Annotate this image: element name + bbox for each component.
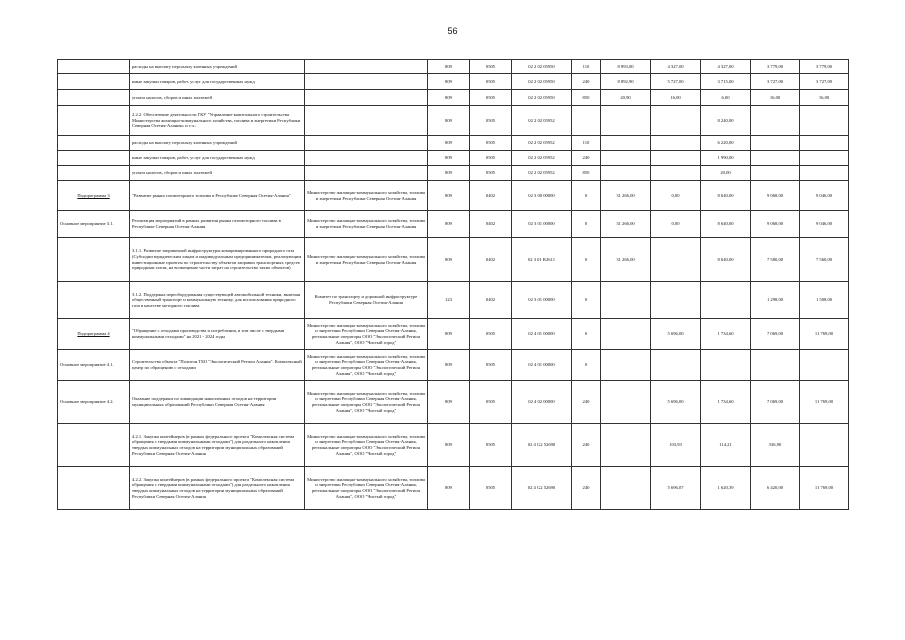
cell-v3: 6 220,00 bbox=[701, 136, 751, 151]
cell-title bbox=[58, 467, 130, 510]
cell-grbs: 809 bbox=[428, 467, 470, 510]
cell-v4 bbox=[751, 350, 800, 381]
cell-title bbox=[58, 151, 130, 166]
cell-grbs: 809 bbox=[428, 211, 470, 238]
cell-v3: 8 240,00 bbox=[701, 106, 751, 136]
cell-vr: 0 bbox=[572, 350, 601, 381]
cell-grbs: 809 bbox=[428, 136, 470, 151]
cell-name: 2.2.2. Обеспечение деятельности ГКУ "Управление капитального строительства Министерства жилищно-коммунального хозяйства, топлива и энергетики Республики Северная Осетия-Алания» и т.ч.: bbox=[130, 106, 305, 136]
cell-executor bbox=[305, 74, 428, 90]
cell-grbs: 809 bbox=[428, 181, 470, 211]
cell-csr: 02 2 02 05950 bbox=[512, 60, 572, 74]
cell-v1: 8 892,90 bbox=[601, 74, 651, 90]
cell-v5: 1 508,00 bbox=[800, 282, 849, 319]
cell-rzpr: 0505 bbox=[470, 424, 512, 467]
table-row bbox=[58, 60, 849, 74]
cell-vr: 0 bbox=[572, 181, 601, 211]
cell-name: 3.1.2. Поддержка переоборудования существующей автомобильной техники, включая общественный транспорт и коммунальную технику, для использования природного газа в качестве моторного топлива bbox=[130, 282, 305, 319]
cell-vr: 850 bbox=[572, 90, 601, 106]
table-row bbox=[58, 136, 849, 151]
cell-name: 3.1.1. Развитие заправочной инфраструктуры компримированного природного газа (Субсидии юридическим лицам и индивидуальным предпринимателям, реализующим инвестиционные проекты по строительству объектов заправки транспортных средств природным газом, на возмещение части затрат на строительство таких объектов) bbox=[130, 238, 305, 282]
cell-csr: 02 3 00 00000 bbox=[512, 181, 572, 211]
cell-rzpr: 0505 bbox=[470, 166, 512, 181]
cell-v4 bbox=[751, 136, 800, 151]
cell-v3: 1 620,39 bbox=[701, 467, 751, 510]
cell-v2 bbox=[651, 151, 701, 166]
table-row bbox=[58, 424, 849, 467]
cell-grbs: 809 bbox=[428, 74, 470, 90]
cell-v3: 8 640,00 bbox=[701, 181, 751, 211]
cell-v2: 4 327,00 bbox=[651, 60, 701, 74]
cell-name: уплата налогов, сборов и иных платежей bbox=[130, 166, 305, 181]
cell-csr: 02 4 01 00000 bbox=[512, 319, 572, 350]
cell-v5: 11 769,00 bbox=[800, 467, 849, 510]
cell-v1: 20,90 bbox=[601, 90, 651, 106]
table-row bbox=[58, 211, 849, 238]
cell-v1 bbox=[601, 381, 651, 424]
cell-csr: 02 3 01 R2611 bbox=[512, 238, 572, 282]
cell-v5: 11 769,00 bbox=[800, 381, 849, 424]
cell-v1 bbox=[601, 319, 651, 350]
cell-v2 bbox=[651, 282, 701, 319]
cell-executor: Министерство жилищно-коммунального хозяйства, топлива и энергетики Республики Северная Осетия-Алания bbox=[305, 238, 428, 282]
cell-v2 bbox=[651, 106, 701, 136]
cell-csr: 02 2 02 05952 bbox=[512, 106, 572, 136]
cell-rzpr: 0505 bbox=[470, 74, 512, 90]
cell-name: "Развитие рынка газомоторного топлива в Республике Северная Осетия-Алания" bbox=[130, 181, 305, 211]
budget-table bbox=[57, 59, 849, 510]
cell-vr bbox=[572, 106, 601, 136]
cell-executor bbox=[305, 90, 428, 106]
cell-grbs: 809 bbox=[428, 60, 470, 74]
cell-rzpr: 0505 bbox=[470, 350, 512, 381]
table-row bbox=[58, 106, 849, 136]
cell-rzpr: 0402 bbox=[470, 282, 512, 319]
cell-v3 bbox=[701, 282, 751, 319]
cell-v5: 9 046,00 bbox=[800, 181, 849, 211]
cell-v4 bbox=[751, 106, 800, 136]
cell-csr: 02 4 02 00000 bbox=[512, 381, 572, 424]
cell-v5: 9 046,00 bbox=[800, 211, 849, 238]
cell-executor bbox=[305, 136, 428, 151]
cell-rzpr: 0505 bbox=[470, 381, 512, 424]
cell-executor: Министерство жилищно-коммунального хозяйства, топлива и энергетики Республики Северная Осетия-Алания, региональные операторы ООО "Экологический Регион Алания", ООО "Чистый город" bbox=[305, 381, 428, 424]
cell-rzpr: 0505 bbox=[470, 106, 512, 136]
cell-v3: 1 734,60 bbox=[701, 319, 751, 350]
cell-title: Основное мероприятие 4.2. bbox=[58, 381, 130, 424]
cell-v5: 16,00 bbox=[800, 90, 849, 106]
cell-grbs: 809 bbox=[428, 90, 470, 106]
cell-rzpr: 0505 bbox=[470, 90, 512, 106]
cell-v4: 3 727,00 bbox=[751, 74, 800, 90]
cell-v3 bbox=[701, 350, 751, 381]
cell-rzpr: 0505 bbox=[470, 319, 512, 350]
cell-v2: 5 696,00 bbox=[651, 381, 701, 424]
cell-v2: 16,00 bbox=[651, 90, 701, 106]
cell-rzpr: 0402 bbox=[470, 238, 512, 282]
cell-v5: 3 779,00 bbox=[800, 60, 849, 74]
cell-vr: 240 bbox=[572, 74, 601, 90]
cell-v5: 7 560,00 bbox=[800, 238, 849, 282]
budget-table-body bbox=[58, 60, 849, 510]
cell-csr: 02 2 02 05950 bbox=[512, 74, 572, 90]
cell-name: расходы на выплату персоналу казенных учреждений bbox=[130, 60, 305, 74]
cell-v1 bbox=[601, 151, 651, 166]
cell-vr: 240 bbox=[572, 424, 601, 467]
cell-executor: Министерство жилищно-коммунального хозяйства, топлива и энергетики Республики Северная Осетия-Алания bbox=[305, 211, 428, 238]
cell-v2: 0,00 bbox=[651, 181, 701, 211]
cell-vr: 0 bbox=[572, 211, 601, 238]
cell-v5: 11 769,00 bbox=[800, 319, 849, 350]
cell-csr: 02 2 02 05952 bbox=[512, 166, 572, 181]
cell-executor bbox=[305, 166, 428, 181]
cell-v4: 7 069,00 bbox=[751, 319, 800, 350]
table-row bbox=[58, 381, 849, 424]
cell-v1 bbox=[601, 136, 651, 151]
cell-v1 bbox=[601, 166, 651, 181]
cell-grbs: 809 bbox=[428, 238, 470, 282]
cell-v4: 16,00 bbox=[751, 90, 800, 106]
cell-name: Оказание поддержки по ликвидации накопленных отходов на территории муниципальных образований Республики Северная Осетия-Алания bbox=[130, 381, 305, 424]
cell-title bbox=[58, 136, 130, 151]
cell-v3: 20,00 bbox=[701, 166, 751, 181]
cell-v5: 3 727,00 bbox=[800, 74, 849, 90]
cell-v2: 5 727,00 bbox=[651, 74, 701, 90]
table-row bbox=[58, 319, 849, 350]
cell-title bbox=[58, 106, 130, 136]
cell-v2 bbox=[651, 238, 701, 282]
table-row bbox=[58, 181, 849, 211]
cell-vr: 110 bbox=[572, 60, 601, 74]
cell-vr: 240 bbox=[572, 381, 601, 424]
cell-v4 bbox=[751, 151, 800, 166]
cell-v3: 3 715,00 bbox=[701, 74, 751, 90]
cell-v1 bbox=[601, 282, 651, 319]
cell-name: иные закупки товаров, работ, услуг для государственных нужд bbox=[130, 151, 305, 166]
cell-v2 bbox=[651, 350, 701, 381]
cell-title: Подпрограмма 3 bbox=[58, 181, 130, 211]
cell-v3: 6,00 bbox=[701, 90, 751, 106]
cell-executor: Министерство жилищно-коммунального хозяйства, топлива и энергетики Республики Северная Осетия-Алания, региональные операторы ООО "Экологический Регион Алания", ООО "Чистый город" bbox=[305, 467, 428, 510]
cell-executor: Комитет по транспорту и дорожной инфраструктуре Республики Северная Осетия-Алания bbox=[305, 282, 428, 319]
cell-executor: Министерство жилищно-коммунального хозяйства, топлива и энергетики Республики Северная Осетия-Алания, региональные операторы ООО "Экологический Регион Алания", ООО "Чистый город" bbox=[305, 319, 428, 350]
cell-name: уплата налогов, сборов и иных платежей bbox=[130, 90, 305, 106]
cell-csr: 02 4 G2 52690 bbox=[512, 424, 572, 467]
cell-vr: 110 bbox=[572, 136, 601, 151]
cell-grbs: 809 bbox=[428, 350, 470, 381]
cell-name: Реализация мероприятий в рамках развития рынка газомоторного топлива в Республике Северная Осетия-Алания bbox=[130, 211, 305, 238]
cell-title: Основное мероприятие 4.1. bbox=[58, 350, 130, 381]
cell-vr: 850 bbox=[572, 166, 601, 181]
cell-vr: 0 bbox=[572, 282, 601, 319]
cell-v3: 4 327,00 bbox=[701, 60, 751, 74]
cell-grbs: 809 bbox=[428, 319, 470, 350]
cell-csr: 02 3 01 00000 bbox=[512, 282, 572, 319]
cell-title bbox=[58, 166, 130, 181]
cell-v1 bbox=[601, 350, 651, 381]
cell-title bbox=[58, 238, 130, 282]
cell-v5 bbox=[800, 151, 849, 166]
cell-vr: 0 bbox=[572, 319, 601, 350]
cell-v2: 103,93 bbox=[651, 424, 701, 467]
cell-executor bbox=[305, 106, 428, 136]
cell-executor: Министерство жилищно-коммунального хозяйства, топлива и энергетики Республики Северная Осетия-Алания, региональные операторы ООО "Экологический Регион Алания", ООО "Чистый город" bbox=[305, 350, 428, 381]
table-row bbox=[58, 467, 849, 510]
table-row bbox=[58, 166, 849, 181]
cell-v5 bbox=[800, 136, 849, 151]
cell-v4: 3 779,00 bbox=[751, 60, 800, 74]
table-row bbox=[58, 151, 849, 166]
cell-title bbox=[58, 60, 130, 74]
cell-v1: 31 266,00 bbox=[601, 211, 651, 238]
cell-grbs: 123 bbox=[428, 282, 470, 319]
cell-name: 4.2.2. Закупка контейнеров (в рамках федерального проекта "Комплексная система обращения с твердыми коммунальными отходами") для раздельного накопления твердых коммунальных отходов на территории муниципальных образований Республики Северная Осетия-Алания bbox=[130, 467, 305, 510]
cell-rzpr: 0505 bbox=[470, 136, 512, 151]
cell-v1: 31 266,00 bbox=[601, 181, 651, 211]
cell-title: Основное мероприятие 3.1. bbox=[58, 211, 130, 238]
cell-v4: 6 420,00 bbox=[751, 467, 800, 510]
cell-rzpr: 0505 bbox=[470, 60, 512, 74]
cell-v5 bbox=[800, 424, 849, 467]
cell-v2 bbox=[651, 136, 701, 151]
cell-v2: 5 696,07 bbox=[651, 467, 701, 510]
cell-v1 bbox=[601, 106, 651, 136]
cell-v4: 1 298,00 bbox=[751, 282, 800, 319]
cell-v5 bbox=[800, 106, 849, 136]
cell-v4 bbox=[751, 166, 800, 181]
cell-executor bbox=[305, 151, 428, 166]
cell-rzpr: 0505 bbox=[470, 151, 512, 166]
cell-rzpr: 0402 bbox=[470, 211, 512, 238]
cell-v2 bbox=[651, 166, 701, 181]
cell-name: иные закупки товаров, работ, услуг для государственных нужд bbox=[130, 74, 305, 90]
cell-title bbox=[58, 90, 130, 106]
cell-v3: 8 640,00 bbox=[701, 238, 751, 282]
table-row bbox=[58, 282, 849, 319]
cell-v3: 1 990,00 bbox=[701, 151, 751, 166]
cell-v4: 9 068,00 bbox=[751, 211, 800, 238]
cell-v4: 9 068,00 bbox=[751, 181, 800, 211]
table-row bbox=[58, 74, 849, 90]
cell-title bbox=[58, 282, 130, 319]
page-number: 56 bbox=[447, 26, 458, 36]
cell-v4: 7 580,00 bbox=[751, 238, 800, 282]
cell-v1: 8 893,00 bbox=[601, 60, 651, 74]
cell-grbs: 809 bbox=[428, 381, 470, 424]
cell-executor: Министерство жилищно-коммунального хозяйства, топлива и энергетики Республики Северная Осетия-Алания, региональные операторы ООО "Экологический Регион Алания", ООО "Чистый город" bbox=[305, 424, 428, 467]
table-row bbox=[58, 350, 849, 381]
cell-name: расходы на выплату персоналу казенных учреждений bbox=[130, 136, 305, 151]
cell-csr: 02 2 02 05950 bbox=[512, 90, 572, 106]
cell-v3: 1 734,60 bbox=[701, 381, 751, 424]
table-row bbox=[58, 90, 849, 106]
cell-executor bbox=[305, 60, 428, 74]
cell-v4: 7 069,00 bbox=[751, 381, 800, 424]
cell-v3: 8 640,00 bbox=[701, 211, 751, 238]
cell-title bbox=[58, 424, 130, 467]
cell-grbs: 809 bbox=[428, 166, 470, 181]
cell-rzpr: 0505 bbox=[470, 467, 512, 510]
cell-executor: Министерство жилищно-коммунального хозяйства, топлива и энергетики Республики Северная Осетия-Алания bbox=[305, 181, 428, 211]
cell-csr: 02 3 01 00000 bbox=[512, 211, 572, 238]
cell-csr: 02 2 02 05952 bbox=[512, 136, 572, 151]
cell-v5 bbox=[800, 166, 849, 181]
cell-grbs: 809 bbox=[428, 151, 470, 166]
cell-csr: 02 4 G2 52690 bbox=[512, 467, 572, 510]
cell-v4: 336,90 bbox=[751, 424, 800, 467]
cell-vr: 0 bbox=[572, 238, 601, 282]
cell-vr: 240 bbox=[572, 151, 601, 166]
cell-name: Строительство объекта "Полигон ТБО "Экологический Регион Алания". Комплексный центр по обращению с отходами bbox=[130, 350, 305, 381]
cell-grbs: 809 bbox=[428, 106, 470, 136]
cell-v2: 0,00 bbox=[651, 211, 701, 238]
cell-v1 bbox=[601, 467, 651, 510]
cell-v1 bbox=[601, 424, 651, 467]
cell-csr: 02 4 01 00000 bbox=[512, 350, 572, 381]
cell-grbs: 809 bbox=[428, 424, 470, 467]
cell-rzpr: 0402 bbox=[470, 181, 512, 211]
cell-vr: 240 bbox=[572, 467, 601, 510]
cell-v1: 31 266,00 bbox=[601, 238, 651, 282]
cell-name: 4.2.1. Закупка контейнеров (в рамках федерального проекта "Комплексная система обращения с твердыми коммунальными отходами") для раздельного накопления твердых коммунальных отходов на территории муниципальных образований Республики Северная Осетия-Алания bbox=[130, 424, 305, 467]
table-row bbox=[58, 238, 849, 282]
cell-title bbox=[58, 74, 130, 90]
cell-v3: 114,21 bbox=[701, 424, 751, 467]
cell-v5 bbox=[800, 350, 849, 381]
cell-v2: 5 696,00 bbox=[651, 319, 701, 350]
cell-name: "Обращение с отходами производства и потребления, в том числе с твердыми коммунальными отходами" на 2021 - 2024 годы bbox=[130, 319, 305, 350]
cell-title: Подпрограмма 4 bbox=[58, 319, 130, 350]
cell-csr: 02 2 02 05952 bbox=[512, 151, 572, 166]
